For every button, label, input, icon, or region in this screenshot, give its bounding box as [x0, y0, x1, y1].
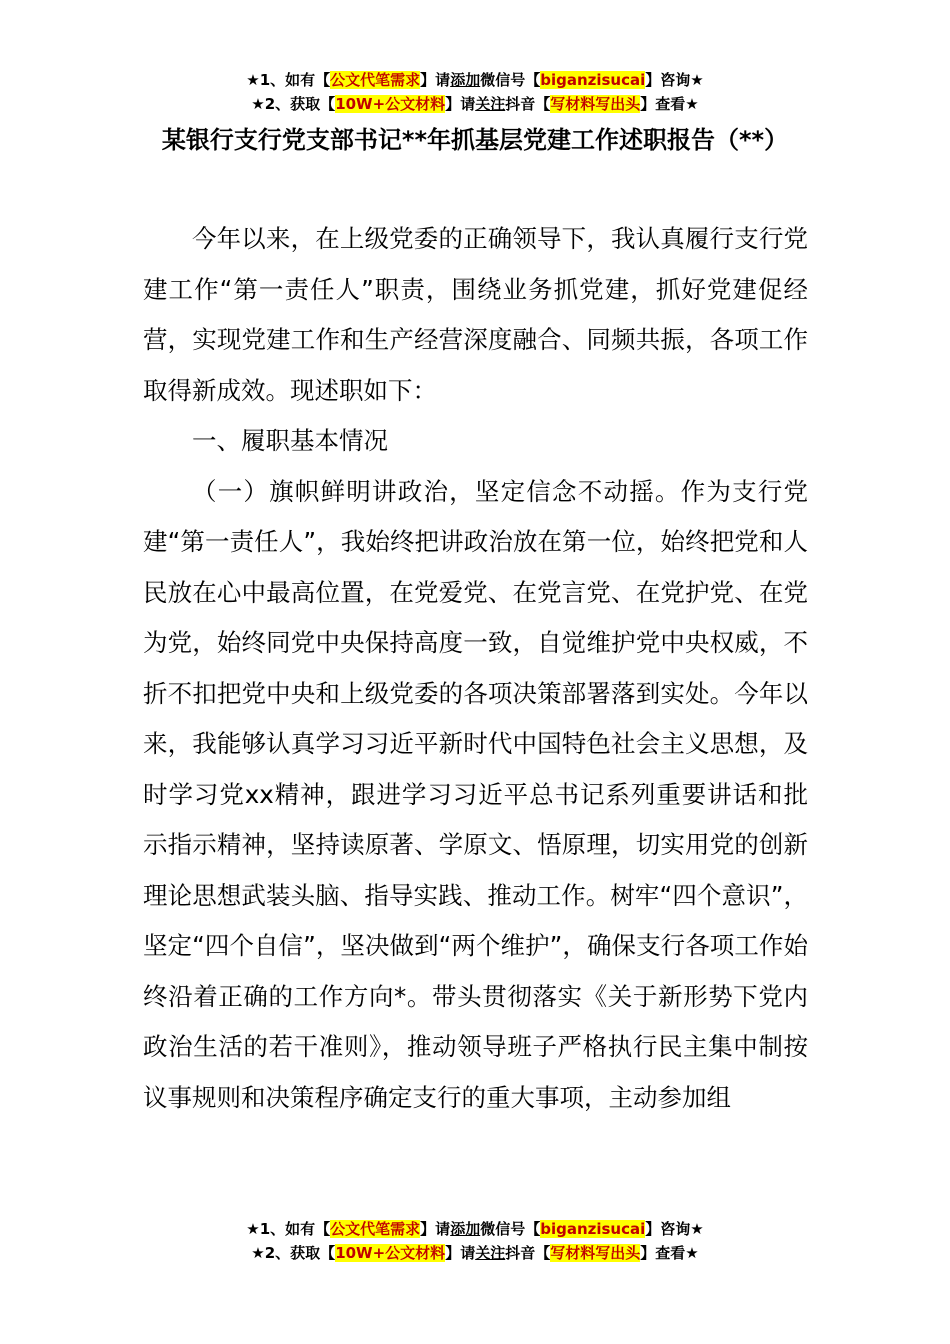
banner-text: 抖音【	[505, 1244, 551, 1262]
highlight-text: 10W+公文材料	[335, 95, 446, 113]
highlight-text: 公文代笔需求	[330, 71, 421, 89]
intro-paragraph: 今年以来，在上级党委的正确领导下，我认真履行支行党建工作“第一责任人”职责，围绕业务抓党建，抓好党建促经营，实现党建工作和生产经营深度融合、同频共振，各项工作取得新成效。现述职如下：	[143, 224, 808, 405]
underlined-text: 添加	[450, 1220, 481, 1238]
banner-text: 微信号【	[480, 1220, 541, 1238]
banner-text: ★2、获取【	[251, 95, 336, 113]
banner-text: 】查看★	[640, 1244, 699, 1262]
banner-line-1	[0, 68, 950, 92]
banner-text: 】请	[445, 95, 476, 113]
banner-text: 】查看★	[640, 95, 699, 113]
highlight-text: 公文代笔需求	[330, 1220, 421, 1238]
banner-text: 】请	[420, 1220, 451, 1238]
document-title: 某银行支行党支部书记**年抓基层党建工作述职报告（**）	[161, 126, 789, 154]
underlined-text: 关注	[475, 1244, 506, 1262]
body-paragraph: （一）旗帜鲜明讲政治，坚定信念不动摇。作为支行党建“第一责任人”，我始终把讲政治放在第一位，始终把党和人民放在心中最高位置，在党爱党、在党言党、在党护党、在党为党，始终同党中央保持高度一致，自觉维护党中央权威，不折不扣把党中央和上级党委的各项决策部署落到实处。今年以来，我能够认真学习习近平新时代中国特色社会主义思想，及时学习党xx精神，跟进学习习近平总书记系列重要讲话和批示指示精神，坚持读原著、学原文、悟原理，切实用党的创新理论思想武装头脑、指导实践、推动工作。树牢“四个意识”，坚定“四个自信”，坚决做到“两个维护”，确保支行各项工作始终沿着正确的工作方向*。带头贯彻落实《关于新形势下党内政治生活的若干准则》，推动领导班子严格执行民主集中制按议事规则和决策程序确定支行的重大事项，主动参加组	[143, 476, 808, 1112]
banner-text: 抖音【	[505, 95, 551, 113]
header-banner	[0, 68, 950, 116]
footer-banner	[0, 1217, 950, 1265]
highlight-text: 10W+公文材料	[335, 1244, 446, 1262]
section-heading: 一、履职基本情况	[192, 426, 388, 455]
banner-text: 微信号【	[480, 71, 541, 89]
wechat-id-highlight: biganzisucai	[540, 1220, 646, 1238]
banner-text: 】请	[445, 1244, 476, 1262]
wechat-id-highlight: biganzisucai	[540, 71, 646, 89]
banner-line-2	[0, 1241, 950, 1265]
banner-text: ★1、如有【	[246, 71, 331, 89]
banner-text: ★2、获取【	[251, 1244, 336, 1262]
douyin-account-highlight: 写材料写出头	[550, 95, 641, 113]
banner-text: 】请	[420, 71, 451, 89]
document-body	[143, 214, 808, 1123]
underlined-text: 关注	[475, 95, 506, 113]
banner-line-1	[0, 1217, 950, 1241]
underlined-text: 添加	[450, 71, 481, 89]
banner-text: 】咨询★	[645, 1220, 704, 1238]
banner-text: 】咨询★	[645, 71, 704, 89]
douyin-account-highlight: 写材料写出头	[550, 1244, 641, 1262]
banner-text: ★1、如有【	[246, 1220, 331, 1238]
